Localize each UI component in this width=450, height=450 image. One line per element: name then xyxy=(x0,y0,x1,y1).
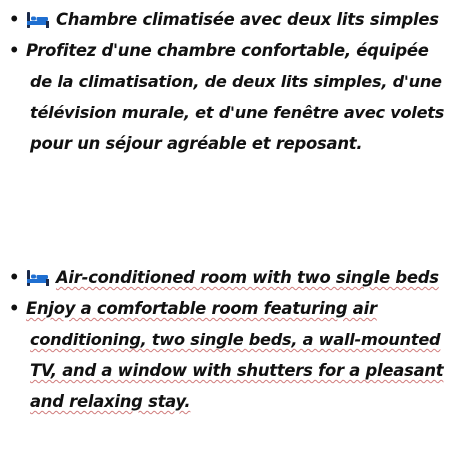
french-body-line xyxy=(0,129,450,159)
french-heading: Chambre climatisée avec deux lits simples xyxy=(56,10,439,29)
english-body-text: conditioning, two single beds, a wall-mounted xyxy=(30,330,441,349)
french-body-text: Profitez d'une chambre confortable, équipée xyxy=(26,41,429,60)
french-body-text: pour un séjour agréable et reposant. xyxy=(30,134,363,153)
french-body-text: télévision murale, et d'une fenêtre avec volets xyxy=(30,103,445,122)
bullet: • xyxy=(9,299,20,318)
english-body-line xyxy=(0,387,450,417)
french-heading-line xyxy=(0,5,450,35)
french-body-line xyxy=(0,98,450,128)
french-body-line xyxy=(0,67,450,97)
english-body-line xyxy=(0,325,450,355)
bullet: • xyxy=(9,41,20,60)
bullet: • xyxy=(9,268,20,287)
english-heading-line xyxy=(0,263,450,293)
english-body-text: Enjoy a comfortable room featuring air xyxy=(26,299,377,318)
bed-icon xyxy=(27,270,49,286)
bed-icon xyxy=(27,12,49,28)
english-heading: Air-conditioned room with two single beds xyxy=(56,268,439,287)
english-body-text: TV, and a window with shutters for a pleasant xyxy=(30,361,444,380)
english-body-line xyxy=(0,356,450,386)
french-body-line xyxy=(0,36,450,66)
french-body-text: de la climatisation, de deux lits simples, d'une xyxy=(30,72,442,91)
english-body-text: and relaxing stay. xyxy=(30,392,191,411)
english-body-line xyxy=(0,294,450,324)
bullet: • xyxy=(9,10,20,29)
